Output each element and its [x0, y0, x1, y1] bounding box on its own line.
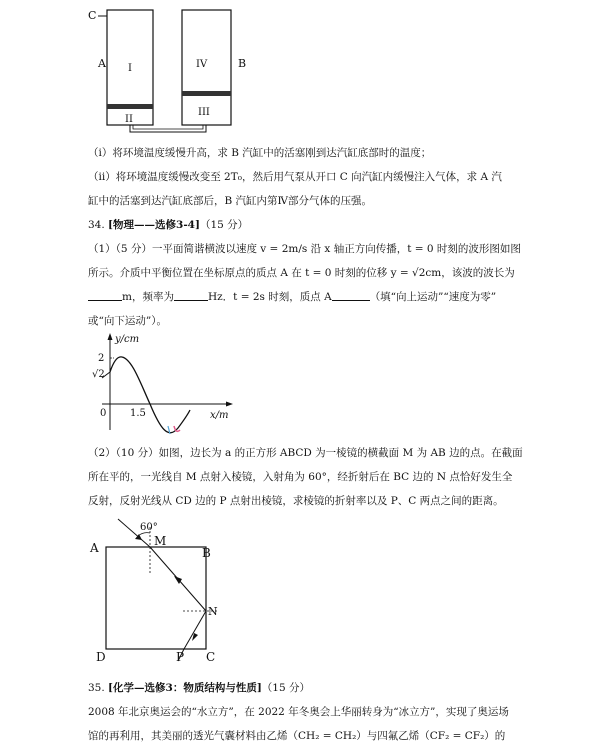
label-a: A	[90, 541, 99, 555]
answer-blank-wavelength	[88, 290, 122, 301]
answer-blank-motion	[332, 290, 370, 301]
wave-graph	[88, 330, 238, 438]
q34-score: （15 分）	[199, 219, 249, 231]
x-tick-1-5: 1.5	[130, 408, 146, 419]
origin-label: 0	[100, 408, 107, 419]
q34-2-line3: 反射，反射光线从 CD 边的 P 点射出棱镜，求棱镜的折射率以及 P、C 两点之间的距离。	[88, 495, 504, 507]
q34-heading	[88, 218, 248, 232]
q34-2-line1: （2）（10 分）如图，边长为 a 的正方形 ABCD 为一棱镜的横截面 M 为 AB 边的点。在截面	[88, 447, 523, 459]
label-iv: IV	[196, 59, 208, 70]
question-ii-line2: 缸中的活塞到达汽缸底部后，B 汽缸内第Ⅳ部分气体的压强。	[88, 195, 373, 207]
label-i: I	[128, 63, 132, 74]
y-tick-sqrt2: √2	[92, 369, 105, 380]
x-axis-label: x/m	[210, 410, 229, 421]
piston-b	[182, 91, 231, 96]
label-b: B	[238, 57, 247, 70]
connecting-tube	[130, 125, 206, 132]
question-i: （i）将环境温度缓慢升高，求 B 汽缸中的活塞刚到达汽缸底部时的温度；	[88, 147, 432, 159]
angle-label: 60°	[140, 522, 158, 533]
q35-heading	[88, 681, 310, 695]
prism-square	[106, 547, 206, 649]
gas-cylinder-figure	[88, 5, 258, 137]
reflected-ray	[184, 611, 206, 649]
q34-title: [物理——选修3-4]	[108, 219, 200, 231]
question-ii-line1: （ii）将环境温度缓慢改变至 2T₀，然后用气泵从开口 C 向汽缸内缓慢注入气体，求 A 汽	[88, 171, 502, 183]
label-n: N	[208, 605, 218, 618]
label-iii: III	[198, 107, 210, 118]
label-b: B	[202, 546, 211, 560]
q35-number: 35.	[88, 682, 105, 694]
piston-a	[107, 104, 153, 109]
q34-number: 34.	[88, 219, 105, 231]
q35-title: [化学—选修3：物质结构与性质]	[108, 682, 262, 694]
label-c: C	[88, 9, 97, 22]
y-axis-label: y/cm	[115, 334, 140, 345]
y-tick-2: 2	[98, 353, 105, 364]
q35-score: （15 分）	[261, 682, 310, 694]
q34-1-line4: 或“向下运动”）。	[88, 315, 167, 327]
q34-1-line1: （1）（5 分）一平面简谐横波以速度 v = 2m/s 沿 x 轴正方向传播，t = 0 时刻的波形图如图	[88, 243, 521, 255]
q34-1-line2: 所示。介质中平衡位置在坐标原点的质点 A 在 t = 0 时刻的位移 y = √2cm，该波的波长为	[88, 267, 515, 279]
label-a: A	[98, 57, 106, 70]
label-d: D	[96, 650, 106, 664]
prism-figure	[88, 515, 233, 665]
label-c: C	[206, 650, 216, 664]
q35-line2: 馆的再利用，其美丽的透光气囊材料由乙烯（CH₂ = CH₂）与四氟乙烯（CF₂ = CF₂）的	[88, 730, 506, 742]
wave-curve	[110, 357, 190, 433]
q34-2-line2: 所在平的，一光线自 M 点射入棱镜，入射角为 60°，经折射后在 BC 边的 N 点恰好发生全	[88, 471, 513, 483]
q34-1-line3: m，频率为 Hz．t = 2s 时刻，质点 A （填“向上运动”“速度为零”	[88, 290, 496, 304]
answer-blank-frequency	[174, 290, 208, 301]
q35-line1: 2008 年北京奥运会的“水立方”，在 2022 年冬奥会上华丽转身为“冰立方”，实现了奥运场	[88, 706, 509, 718]
label-p: P	[176, 650, 185, 664]
label-ii: II	[125, 114, 133, 125]
label-m: M	[154, 534, 167, 548]
